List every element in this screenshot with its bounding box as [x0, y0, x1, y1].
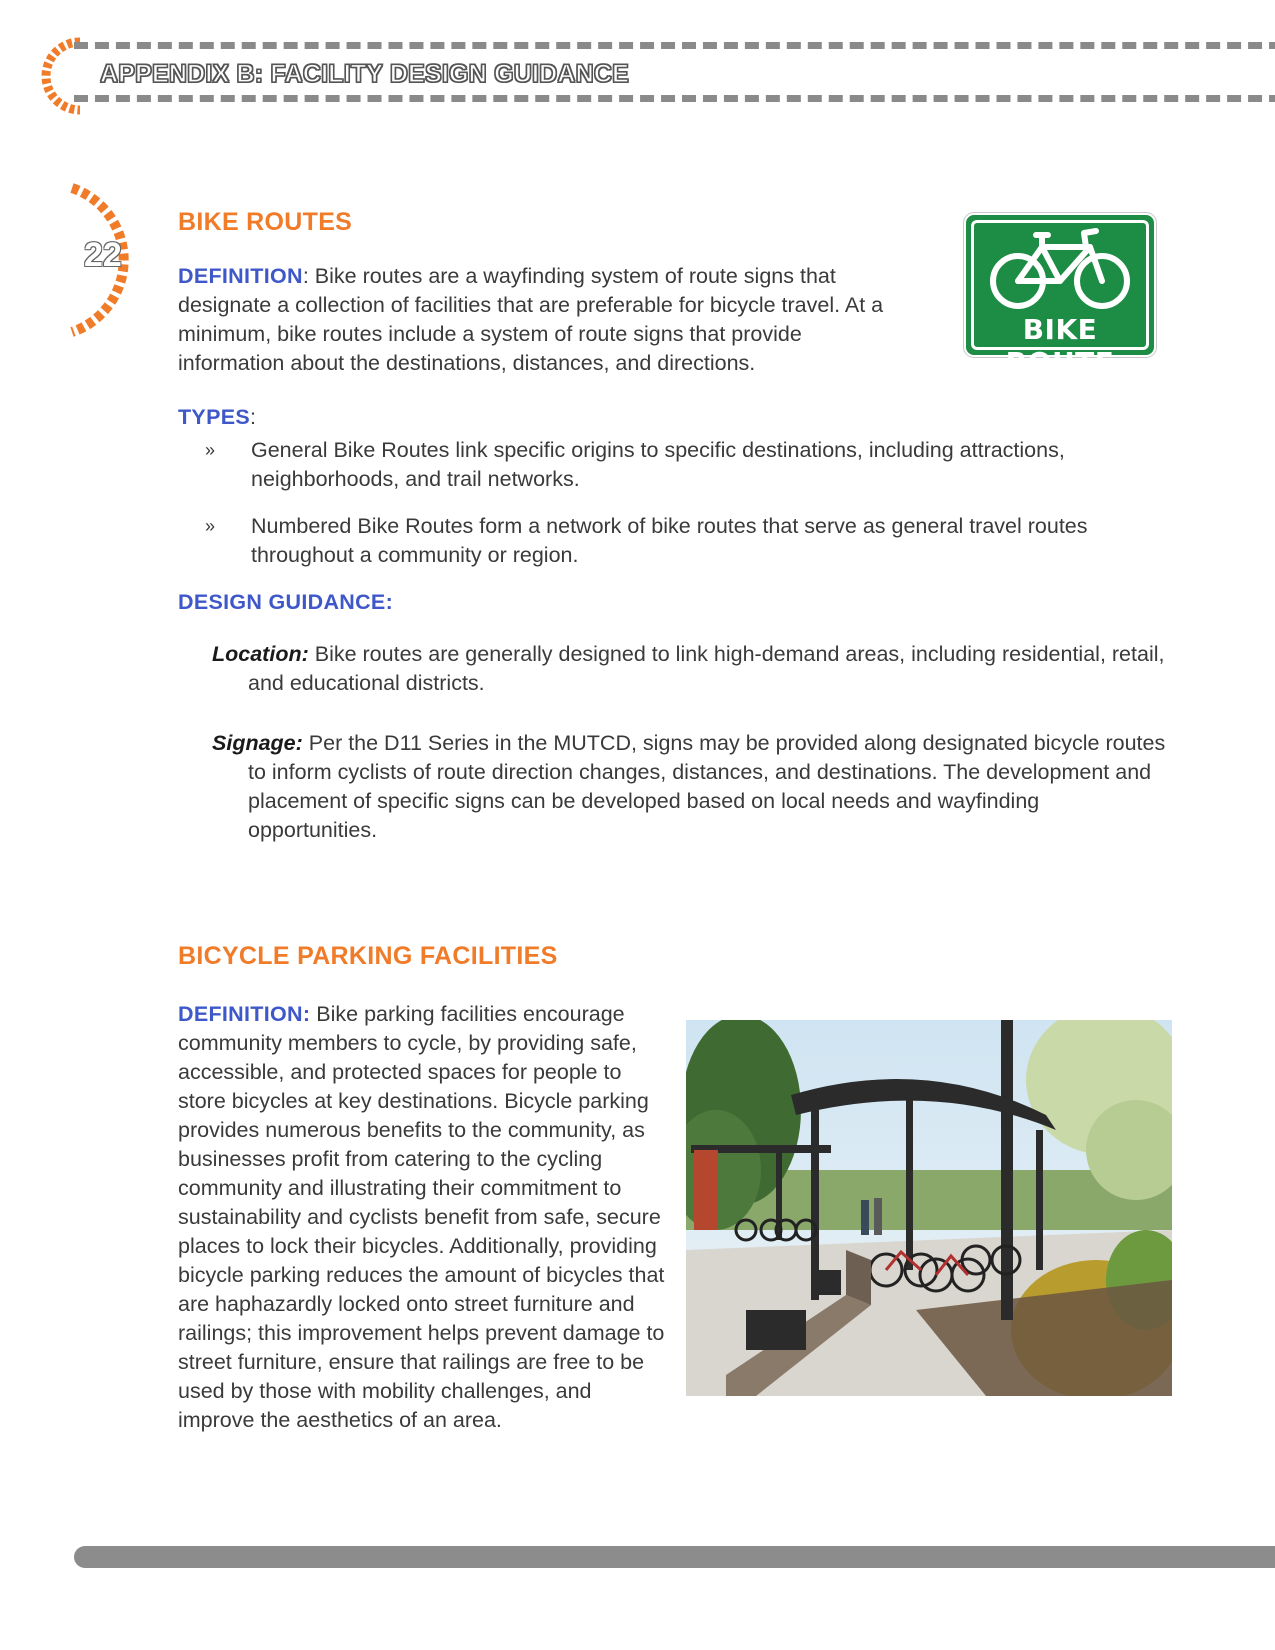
guidance-location — [212, 640, 1172, 698]
footer-bar — [74, 1546, 1275, 1568]
sign-text: BIKE ROUTE — [1005, 313, 1115, 379]
bullet-marker: » — [205, 516, 216, 536]
definition-text: Bike parking facilities encourage community members to cycle, by providing safe, accessible, and protected spaces for people to store bicycles at key destinations. Bicycle parking provides numerous benefits to the community, as businesses profit from catering to the cycling community and illustrating their commitment to sustainability and cyclists benefit from safe, secure places to lock their bicycles. Additionally, providing bicycle parking reduces the amount of bicycles that are haphazardly locked onto street furniture and railings; this improvement helps prevent damage to street furniture, ensure that railings are free to be used by those with mobility challenges, and improve the aesthetics of an area. — [178, 1002, 665, 1432]
parking-definition — [178, 1000, 668, 1435]
signage-text: Per the D11 Series in the MUTCD, signs may be provided along designated bicycle routes to inform cyclists of route direction changes, distances, and destinations. The development and placement of specific signs can be developed based on local needs and wayfinding opportunities. — [248, 731, 1166, 842]
bullet-marker: » — [205, 440, 216, 460]
bicycle-icon — [986, 221, 1134, 311]
bike-routes-definition — [178, 262, 903, 378]
list-item — [205, 512, 1185, 572]
page-number: 22 — [84, 236, 122, 274]
types-heading — [178, 405, 256, 430]
location-term: Location: — [212, 642, 309, 666]
types-colon: : — [250, 405, 256, 429]
location-text: Bike routes are generally designed to link high-demand areas, including residential, retail, and educational districts. — [248, 642, 1165, 695]
bike-parking-photo — [686, 1020, 1172, 1396]
definition-label: DEFINITION — [178, 264, 303, 288]
bike-route-sign — [966, 215, 1154, 379]
list-item-text: Numbered Bike Routes form a network of bike routes that serve as general travel routes throughout a community or region. — [251, 514, 1088, 567]
definition-text: : Bike routes are a wayfinding system of route signs that designate a collection of facilities that are preferable for bicycle travel. At a minimum, bike routes include a system of route signs that provide information about the destinations, distances, and directions. — [178, 264, 884, 375]
list-item — [205, 436, 1185, 496]
signage-term: Signage: — [212, 731, 303, 755]
design-guidance-heading: DESIGN GUIDANCE: — [178, 590, 394, 614]
types-label: TYPES — [178, 405, 250, 429]
header-title: APPENDIX B: FACILITY DESIGN GUIDANCE — [100, 60, 630, 88]
guidance-signage — [212, 729, 1172, 845]
list-item-text: General Bike Routes link specific origins to specific destinations, including attractions, neighborhoods, and trail networks. — [251, 438, 1065, 491]
definition-label: DEFINITION: — [178, 1002, 311, 1026]
section-title-bike-routes: BIKE ROUTES — [178, 208, 353, 236]
section-title-bicycle-parking: BICYCLE PARKING FACILITIES — [178, 942, 558, 970]
